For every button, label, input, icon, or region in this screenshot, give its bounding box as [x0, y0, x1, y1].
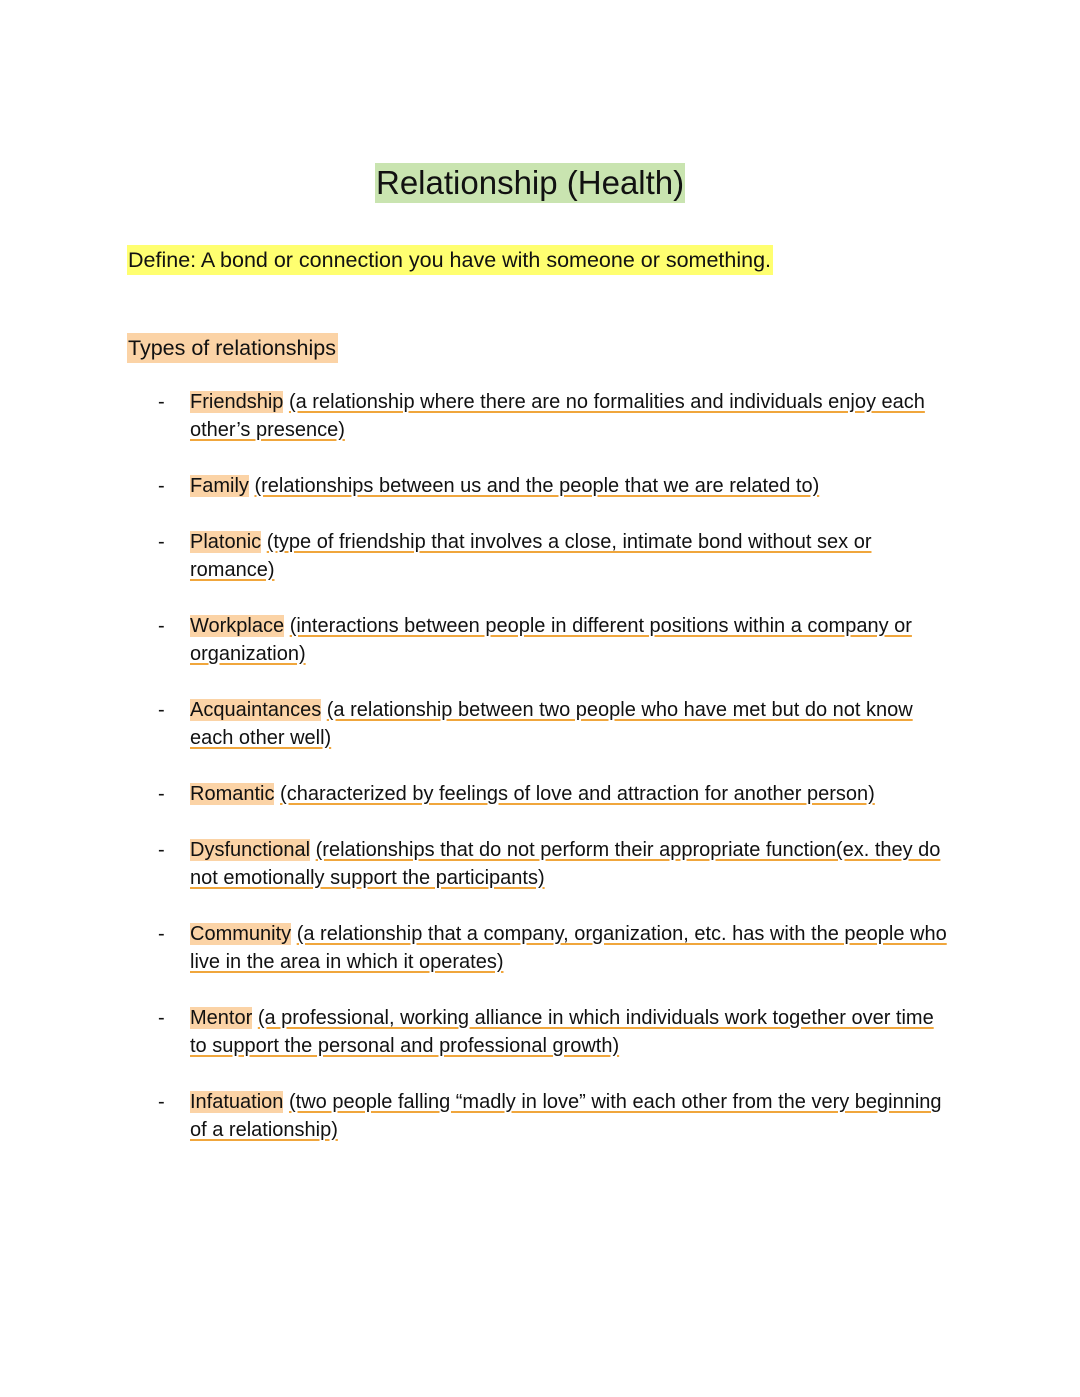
bullet-dash: -	[158, 391, 165, 413]
list-item	[155, 1004, 955, 1060]
term: Mentor	[190, 1007, 253, 1029]
description: (a relationship where there are no formalities and individuals enjoy each other’s presence)	[190, 391, 925, 441]
term: Infatuation	[190, 1091, 284, 1113]
list-item	[155, 696, 955, 752]
list-item	[155, 528, 955, 584]
description: (relationships that do not perform their appropriate function(ex. they do not emotionally support the participants)	[190, 839, 941, 889]
term: Community	[190, 923, 292, 945]
description: (relationships between us and the people that we are related to)	[254, 475, 820, 497]
description: (interactions between people in different positions within a company or organization)	[190, 615, 912, 665]
bullet-dash: -	[158, 783, 165, 805]
bullet-dash: -	[158, 531, 165, 553]
relationship-types-list	[155, 388, 955, 1172]
term: Dysfunctional	[190, 839, 311, 861]
list-item	[155, 388, 955, 444]
description: (a professional, working alliance in which individuals work together over time to support the personal and professional growth)	[190, 1007, 934, 1057]
section-heading: Types of relationships	[127, 333, 338, 363]
term: Platonic	[190, 531, 262, 553]
term: Romantic	[190, 783, 275, 805]
description: (a relationship between two people who have met but do not know each other well)	[190, 699, 913, 749]
description: (a relationship that a company, organization, etc. has with the people who live in the area in which it operates)	[190, 923, 947, 973]
term: Workplace	[190, 615, 285, 637]
bullet-dash: -	[158, 615, 165, 637]
list-item	[155, 1088, 955, 1144]
description: (two people falling “madly in love” with each other from the very beginning of a relationship)	[190, 1091, 942, 1141]
bullet-dash: -	[158, 475, 165, 497]
description: (type of friendship that involves a close, intimate bond without sex or romance)	[190, 531, 872, 581]
list-item	[155, 836, 955, 892]
list-item	[155, 472, 955, 500]
document-title: Relationship (Health)	[376, 164, 685, 201]
description: (characterized by feelings of love and attraction for another person)	[280, 783, 875, 805]
term: Family	[190, 475, 249, 497]
list-item	[155, 920, 955, 976]
list-item	[155, 780, 955, 808]
definition-text: Define: A bond or connection you have with someone or something.	[127, 245, 773, 275]
bullet-dash: -	[158, 1091, 165, 1113]
term: Acquaintances	[190, 699, 322, 721]
term: Friendship	[190, 391, 284, 413]
bullet-dash: -	[158, 923, 165, 945]
bullet-dash: -	[158, 839, 165, 861]
list-item	[155, 612, 955, 668]
bullet-dash: -	[158, 1007, 165, 1029]
bullet-dash: -	[158, 699, 165, 721]
